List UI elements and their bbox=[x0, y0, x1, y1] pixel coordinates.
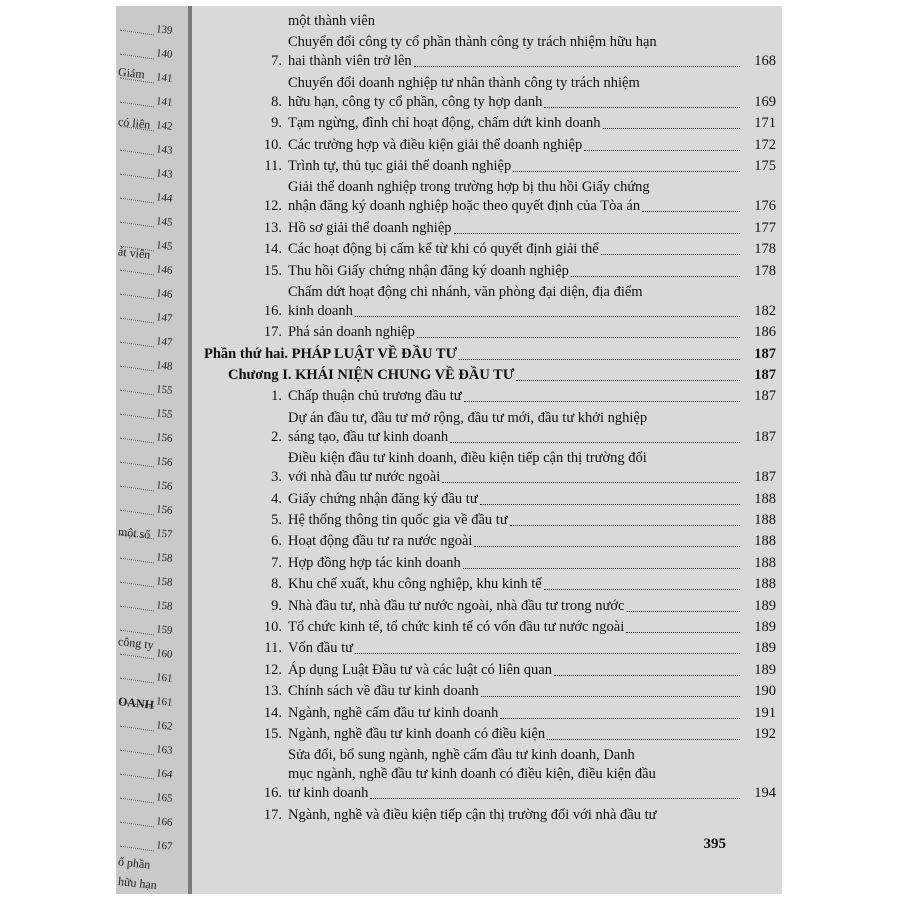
toc-entry[interactable] bbox=[206, 387, 776, 406]
left-page-leader bbox=[120, 462, 154, 468]
toc-entry-number: 8. bbox=[271, 93, 282, 110]
left-page-fragment: ổ phần bbox=[117, 854, 152, 872]
toc-leader-dots bbox=[481, 696, 740, 697]
left-page-leader bbox=[120, 582, 154, 588]
toc-entry-number: 14. bbox=[263, 704, 282, 721]
toc-leader-dots bbox=[571, 276, 740, 277]
toc-entry[interactable] bbox=[206, 136, 776, 155]
toc-leader-dots bbox=[454, 233, 740, 234]
toc-entry-text: Khu chế xuất, khu công nghiệp, khu kinh tế bbox=[288, 576, 542, 593]
left-page-number: 161 bbox=[155, 671, 174, 685]
book-photo bbox=[116, 6, 782, 894]
left-page-fragment: át viên bbox=[117, 244, 152, 262]
toc-leader-dots bbox=[601, 254, 740, 255]
toc-entry-text: Chuyển đổi công ty cổ phần thành công ty trách nhiệm hữu hạn bbox=[288, 34, 657, 51]
left-page-number: 157 bbox=[155, 527, 174, 541]
toc-entry[interactable] bbox=[206, 554, 776, 573]
toc-entry[interactable] bbox=[206, 532, 776, 551]
toc-entry-text: Hợp đồng hợp tác kinh doanh bbox=[288, 554, 461, 571]
chapter-heading-page: 187 bbox=[754, 367, 776, 384]
left-page-number: 141 bbox=[155, 71, 174, 85]
left-page-number: 156 bbox=[155, 431, 174, 445]
toc-entry-number: 15. bbox=[263, 262, 282, 279]
toc-entry[interactable] bbox=[206, 639, 776, 658]
toc-entry[interactable] bbox=[206, 511, 776, 530]
left-page-number: 144 bbox=[155, 191, 174, 205]
toc-entry[interactable] bbox=[206, 490, 776, 509]
left-page-number: 145 bbox=[155, 215, 174, 229]
toc-leader-dots bbox=[516, 380, 740, 381]
left-page-leader bbox=[120, 438, 154, 444]
toc-entry[interactable] bbox=[206, 178, 776, 216]
part-heading-page: 187 bbox=[754, 345, 776, 362]
toc-entry[interactable] bbox=[206, 219, 776, 238]
toc-entry-text: Vốn đầu tư bbox=[288, 640, 354, 657]
toc-entry-page: 194 bbox=[754, 785, 776, 802]
toc-entry-text: mục ngành, nghề đầu tư kinh doanh có điều kiện, điều kiện đầu bbox=[288, 766, 656, 783]
toc-entry-number: 10. bbox=[263, 136, 282, 153]
toc-entry-page: 187 bbox=[754, 428, 776, 445]
toc-entry[interactable] bbox=[206, 704, 776, 723]
toc-entry[interactable] bbox=[206, 157, 776, 176]
toc-entry[interactable] bbox=[206, 575, 776, 594]
toc-leader-dots bbox=[500, 718, 740, 719]
toc-entry-text: hai thành viên trở lên bbox=[288, 53, 412, 70]
left-page-leader bbox=[120, 774, 154, 780]
left-page-leader bbox=[120, 222, 154, 228]
toc-entry-number: 3. bbox=[271, 469, 282, 486]
left-page-leader bbox=[120, 750, 154, 756]
left-page-leader bbox=[120, 846, 154, 852]
toc-entry-page: 187 bbox=[754, 388, 776, 405]
toc-entry-text: Nhà đầu tư, nhà đầu tư nước ngoài, nhà đầu tư trong nước bbox=[288, 597, 625, 614]
toc-entry-text: Hồ sơ giải thể doanh nghiệp bbox=[288, 219, 452, 236]
toc-entry-page: 176 bbox=[754, 198, 776, 215]
toc-entry-page: 178 bbox=[754, 262, 776, 279]
toc-entry[interactable] bbox=[206, 661, 776, 680]
toc-entry-number: 15. bbox=[263, 725, 282, 742]
toc-leader-dots bbox=[417, 337, 740, 338]
left-page-leader bbox=[120, 510, 154, 516]
toc-leader-dots bbox=[626, 632, 740, 633]
toc-entry-number: 14. bbox=[263, 241, 282, 258]
toc-leader-dots bbox=[355, 316, 740, 317]
left-page-number: 166 bbox=[155, 815, 174, 829]
toc-entry[interactable] bbox=[206, 283, 776, 321]
left-page-number: 163 bbox=[155, 743, 174, 757]
toc-entry-text: một thành viên bbox=[288, 13, 375, 29]
left-page-leader bbox=[120, 54, 154, 60]
toc-entry-text: Sửa đổi, bổ sung ngành, nghề cấm đầu tư kinh doanh, Danh bbox=[288, 747, 635, 764]
toc-entry-number: 17. bbox=[263, 324, 282, 341]
toc-entry-text: Các hoạt động bị cấm kể từ khi có quyết định giải thể bbox=[288, 241, 599, 258]
left-page-number: 143 bbox=[155, 167, 174, 181]
left-page-number: 146 bbox=[155, 263, 174, 277]
left-page-number: 158 bbox=[155, 599, 174, 613]
toc-entry-text: Trình tự, thủ tục giải thể doanh nghiệp bbox=[288, 157, 512, 174]
chapter-heading-label: Chương I. KHÁI NIỆN CHUNG VỀ ĐẦU TƯ bbox=[228, 367, 515, 384]
left-page-fragment: hữu hạn bbox=[117, 874, 158, 892]
toc-entry-text: Thu hồi Giấy chứng nhận đăng ký doanh nghiệp bbox=[288, 262, 569, 279]
toc-entry[interactable] bbox=[206, 240, 776, 259]
toc-entry[interactable] bbox=[206, 323, 776, 342]
toc-entry-page: 189 bbox=[754, 640, 776, 657]
left-page-fragment: OANH bbox=[117, 694, 155, 712]
toc-leader-dots bbox=[464, 401, 740, 402]
toc-entry-number: 7. bbox=[271, 53, 282, 70]
left-page-leader bbox=[120, 486, 154, 492]
toc-entry-page: 191 bbox=[754, 704, 776, 721]
right-page bbox=[192, 6, 782, 894]
toc-entry-text: Ngành, nghề và điều kiện tiếp cận thị trường đối với nhà đầu tư bbox=[288, 806, 657, 823]
toc-entry-text: Tạm ngừng, đình chỉ hoạt động, chấm dứt kinh doanh bbox=[288, 115, 601, 132]
toc-entry-page: 175 bbox=[754, 157, 776, 174]
left-page-number: 139 bbox=[155, 23, 174, 37]
toc-entry-page: 187 bbox=[754, 469, 776, 486]
left-page-number: 140 bbox=[155, 47, 174, 61]
toc-entry[interactable] bbox=[206, 618, 776, 637]
toc-leader-dots bbox=[544, 107, 740, 108]
toc-leader-dots bbox=[370, 798, 740, 799]
left-page-leader bbox=[120, 822, 154, 828]
toc-leader-dots bbox=[513, 171, 740, 172]
toc-entry-page: 189 bbox=[754, 618, 776, 635]
toc-leader-dots bbox=[450, 442, 740, 443]
toc-entry-number: 16. bbox=[263, 302, 282, 319]
toc-entry-page: 177 bbox=[754, 219, 776, 236]
left-page-number: 147 bbox=[155, 311, 174, 325]
toc-entry-text: Hệ thống thông tin quốc gia về đầu tư bbox=[288, 512, 508, 529]
toc-entry-text: Tổ chức kinh tế, tổ chức kinh tế có vốn đầu tư nước ngoài bbox=[288, 618, 625, 635]
toc-leader-dots bbox=[414, 66, 740, 67]
toc-entry-number: 17. bbox=[263, 806, 282, 823]
toc-entry-page: 189 bbox=[754, 597, 776, 614]
toc-entry-page: 172 bbox=[754, 136, 776, 153]
toc-entry-number: 9. bbox=[271, 597, 282, 614]
toc-entry-text: kinh doanh bbox=[288, 302, 353, 319]
toc-entry[interactable] bbox=[206, 746, 776, 803]
left-page-fragment: Giám bbox=[117, 64, 146, 82]
toc-leader-dots bbox=[463, 568, 740, 569]
toc-entry-text: Giải thể doanh nghiệp trong trường hợp bị thu hồi Giấy chứng bbox=[288, 179, 650, 196]
toc-entry-text: Chuyển đổi doanh nghiệp tư nhân thành công ty trách nhiệm bbox=[288, 74, 640, 91]
toc-entry-text: Điều kiện đầu tư kinh doanh, điều kiện tiếp cận thị trường đối bbox=[288, 450, 647, 467]
toc-entry[interactable] bbox=[206, 682, 776, 701]
toc-leader-dots bbox=[480, 504, 740, 505]
left-page-leader bbox=[120, 102, 154, 108]
toc-leader-dots bbox=[603, 128, 740, 129]
toc-entry[interactable] bbox=[206, 409, 776, 447]
toc-entry-number: 10. bbox=[263, 618, 282, 635]
toc-entry-page: 182 bbox=[754, 302, 776, 319]
toc-entry[interactable] bbox=[206, 806, 776, 825]
toc-entry-page: 188 bbox=[754, 490, 776, 507]
toc-entry-page: 188 bbox=[754, 576, 776, 593]
toc-entry-number: 6. bbox=[271, 533, 282, 550]
left-page-number: 161 bbox=[155, 695, 174, 709]
toc-entry[interactable] bbox=[206, 725, 776, 744]
toc-entry-number: 1. bbox=[271, 388, 282, 405]
toc-entry-text: với nhà đầu tư nước ngoài bbox=[288, 469, 441, 486]
left-page-number: 162 bbox=[155, 719, 174, 733]
toc-entry-number: 8. bbox=[271, 576, 282, 593]
left-page-fragment: một số bbox=[117, 524, 152, 542]
left-page-leader bbox=[120, 654, 154, 660]
toc-entry-text: Các trường hợp và điều kiện giải thể doanh nghiệp bbox=[288, 136, 583, 153]
toc-entry-page: 188 bbox=[754, 533, 776, 550]
toc-entry[interactable] bbox=[206, 74, 776, 112]
toc-entry-text: Chấp thuận chủ trương đầu tư bbox=[288, 388, 462, 405]
left-page-number: 143 bbox=[155, 143, 174, 157]
toc-entry-number: 9. bbox=[271, 115, 282, 132]
left-page-number: 159 bbox=[155, 623, 174, 637]
toc-entry-text: sáng tạo, đầu tư kinh doanh bbox=[288, 428, 449, 445]
toc-entry-number: 2. bbox=[271, 428, 282, 445]
part-heading-label: Phần thứ hai. PHÁP LUẬT VỀ ĐẦU TƯ bbox=[204, 345, 458, 362]
left-page-leader bbox=[120, 726, 154, 732]
toc-entry-text: Ngành, nghề đầu tư kinh doanh có điều kiện bbox=[288, 725, 546, 742]
toc-entry-text: Hoạt động đầu tư ra nước ngoài bbox=[288, 533, 473, 550]
toc-entry-text: hữu hạn, công ty cổ phần, công ty hợp danh bbox=[288, 93, 543, 110]
left-page-leader bbox=[120, 30, 154, 36]
toc-entry-number: 5. bbox=[271, 512, 282, 529]
toc-entry[interactable] bbox=[206, 262, 776, 281]
toc-entry-text: Giấy chứng nhận đăng ký đầu tư bbox=[288, 490, 478, 507]
left-page-number: 160 bbox=[155, 647, 174, 661]
toc-entry-number: 13. bbox=[263, 219, 282, 236]
toc-entry-page: 188 bbox=[754, 512, 776, 529]
left-page-leader bbox=[120, 606, 154, 612]
left-page-number: 164 bbox=[155, 767, 174, 781]
toc-leader-dots bbox=[510, 525, 740, 526]
left-page-leader bbox=[120, 414, 154, 420]
toc-entry-page: 188 bbox=[754, 554, 776, 571]
left-page-number: 148 bbox=[155, 359, 174, 373]
toc-entry-text: Ngành, nghề cấm đầu tư kinh doanh bbox=[288, 704, 499, 721]
left-page-leader bbox=[120, 318, 154, 324]
left-page-leader bbox=[120, 174, 154, 180]
toc-entry-text: Phá sản doanh nghiệp bbox=[288, 324, 415, 341]
left-page-fragment: có liên bbox=[117, 114, 152, 132]
toc-entry-text: nhận đăng ký doanh nghiệp hoặc theo quyết định của Tòa án bbox=[288, 198, 641, 215]
toc-entry-number: 13. bbox=[263, 683, 282, 700]
toc-entry-text: Chính sách về đầu tư kinh doanh bbox=[288, 683, 479, 700]
toc-leader-dots bbox=[459, 359, 740, 360]
toc-entry-page: 171 bbox=[754, 115, 776, 132]
page-number: 395 bbox=[703, 836, 726, 852]
left-page-number: 165 bbox=[155, 791, 174, 805]
toc-entry[interactable] bbox=[206, 33, 776, 71]
toc-entry[interactable] bbox=[206, 449, 776, 487]
toc-entry-page: 168 bbox=[754, 53, 776, 70]
toc-leader-dots bbox=[554, 675, 740, 676]
toc-leader-dots bbox=[442, 482, 740, 483]
left-page-leader bbox=[120, 558, 154, 564]
toc-leader-dots bbox=[627, 611, 741, 612]
toc-entry[interactable] bbox=[206, 114, 776, 133]
left-page-fragment: công ty bbox=[117, 634, 155, 652]
left-page-number: 145 bbox=[155, 239, 174, 253]
toc-leader-dots bbox=[544, 589, 740, 590]
toc-entry-page: 189 bbox=[754, 661, 776, 678]
left-page-leader bbox=[120, 390, 154, 396]
part-heading[interactable] bbox=[204, 345, 776, 364]
left-page-leader bbox=[120, 270, 154, 276]
toc-entry-number: 12. bbox=[263, 198, 282, 215]
toc-entry-page: 169 bbox=[754, 93, 776, 110]
toc-entry-number: 16. bbox=[263, 785, 282, 802]
left-page-number: 167 bbox=[155, 839, 174, 853]
left-page-number: 142 bbox=[155, 119, 174, 133]
toc-leader-dots bbox=[474, 546, 740, 547]
toc-entry-number: 11. bbox=[264, 157, 282, 174]
toc-entry[interactable] bbox=[206, 12, 776, 31]
left-page-leader bbox=[120, 366, 154, 372]
left-page-number: 156 bbox=[155, 455, 174, 469]
toc-entry-text: Áp dụng Luật Đầu tư và các luật có liên quan bbox=[288, 661, 552, 678]
left-page-number: 158 bbox=[155, 575, 174, 589]
left-page-number: 156 bbox=[155, 479, 174, 493]
toc-leader-dots bbox=[547, 739, 740, 740]
chapter-heading[interactable] bbox=[206, 366, 776, 385]
left-page-number: 156 bbox=[155, 503, 174, 517]
toc-entry-page: 192 bbox=[754, 725, 776, 742]
left-page-leader bbox=[120, 678, 154, 684]
left-page-number: 147 bbox=[155, 335, 174, 349]
toc-entry-page: 178 bbox=[754, 241, 776, 258]
toc-entry-text: Chấm dứt hoạt động chi nhánh, văn phòng đại diện, địa điểm bbox=[288, 283, 643, 300]
left-page-leader bbox=[120, 798, 154, 804]
left-page-leader bbox=[120, 150, 154, 156]
left-page-number: 141 bbox=[155, 95, 174, 109]
left-page-number: 155 bbox=[155, 383, 174, 397]
toc-entry-number: 11. bbox=[264, 640, 282, 657]
toc-entry[interactable] bbox=[206, 597, 776, 616]
left-page-number: 146 bbox=[155, 287, 174, 301]
toc-entry-text: Dự án đầu tư, đầu tư mở rộng, đầu tư mới, đầu tư khởi nghiệp bbox=[288, 409, 648, 426]
left-page-leader bbox=[120, 198, 154, 204]
toc-leader-dots bbox=[355, 653, 740, 654]
table-of-contents bbox=[206, 12, 776, 827]
toc-entry-number: 4. bbox=[271, 490, 282, 507]
left-page-number: 155 bbox=[155, 407, 174, 421]
left-page-leader bbox=[120, 342, 154, 348]
left-page bbox=[116, 6, 190, 894]
toc-entry-number: 7. bbox=[271, 554, 282, 571]
toc-entry-number: 12. bbox=[263, 661, 282, 678]
toc-entry-page: 190 bbox=[754, 683, 776, 700]
toc-leader-dots bbox=[642, 211, 740, 212]
toc-leader-dots bbox=[584, 150, 740, 151]
left-page-leader bbox=[120, 294, 154, 300]
toc-entry-page: 186 bbox=[754, 324, 776, 341]
toc-entry-text: tư kinh doanh bbox=[288, 785, 369, 802]
left-page-number: 158 bbox=[155, 551, 174, 565]
